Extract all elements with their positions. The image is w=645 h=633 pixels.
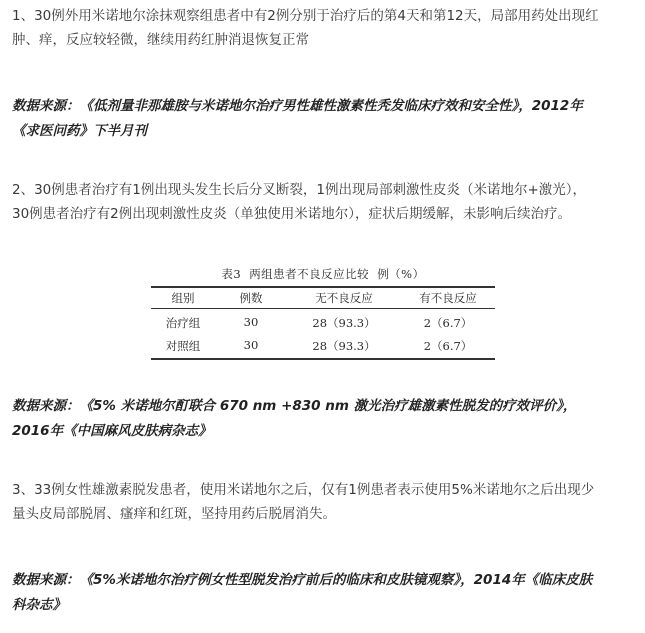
table-bottom-rule	[151, 358, 495, 360]
table-cell: 28（93.3）	[312, 316, 376, 330]
table-cell: 2（6.7）	[423, 316, 473, 330]
table-cell: 对照组	[165, 339, 201, 353]
table-mid-rule	[151, 308, 495, 309]
table-row	[151, 312, 495, 334]
table-header-cell: 有不良反应	[419, 291, 477, 305]
table-number: 表3	[221, 267, 242, 281]
table-cell: 2（6.7）	[423, 339, 473, 353]
table-cell: 30	[243, 315, 259, 329]
table-title: 两组患者不良反应比较	[249, 267, 370, 281]
table-unit: 例（%）	[377, 267, 425, 281]
source-3-label: 数据来源：	[12, 572, 80, 588]
paragraph-3	[12, 478, 632, 526]
source-1-label: 数据来源：	[12, 98, 80, 114]
source-3-line-1: 《5%米诺地尔治疗例女性型脱发治疗前后的临床和皮肤镜观察》，2014年《临床皮肤	[79, 572, 593, 588]
table-cell: 28（93.3）	[312, 339, 376, 353]
table-row	[151, 335, 495, 357]
source-1-line-2: 《求医问药》下半月刊	[12, 123, 147, 139]
table-caption	[151, 266, 495, 282]
adverse-reaction-table	[151, 262, 495, 362]
source-2-label: 数据来源：	[12, 398, 80, 414]
table-header-cell: 组别	[171, 291, 195, 305]
source-1	[12, 94, 632, 144]
paragraph-1-line-2: 肿、痒，反应较轻微，继续用药红肿消退恢复正常	[12, 32, 309, 48]
paragraph-2	[12, 178, 632, 226]
source-2-line-1: 《5% 米诺地尔酊联合 670 nm +830 nm 激光治疗雄激素性脱发的疗效评价》，	[79, 398, 577, 414]
table-header-cell: 无不良反应	[315, 291, 373, 305]
source-3-line-2: 科杂志》	[12, 597, 66, 613]
paragraph-1-line-1: 1、30例外用米诺地尔涂抹观察组患者中有2例分别于治疗后的第4天和第12天，局部用药处出现红	[12, 8, 599, 24]
table-header-cell: 例数	[239, 291, 263, 305]
table-cell: 治疗组	[165, 316, 201, 330]
paragraph-2-line-2: 30例患者治疗有2例出现刺激性皮炎（单独使用米诺地尔），症状后期缓解，未影响后续治疗。	[12, 206, 572, 222]
source-2	[12, 394, 632, 444]
source-2-line-2: 2016年《中国麻风皮肤病杂志》	[12, 423, 212, 439]
table-header-row	[151, 287, 495, 309]
source-3	[12, 568, 632, 618]
paragraph-3-line-1: 3、33例女性雄激素脱发患者，使用米诺地尔之后，仅有1例患者表示使用5%米诺地尔之后出现少	[12, 482, 595, 498]
source-1-line-1: 《低剂量非那雄胺与米诺地尔治疗男性雄性激素性秃发临床疗效和安全性》，2012年	[79, 98, 583, 114]
paragraph-3-line-2: 量头皮局部脱屑、瘙痒和红斑，坚持用药后脱屑消失。	[12, 506, 336, 522]
paragraph-1	[12, 4, 632, 52]
paragraph-2-line-1: 2、30例患者治疗有1例出现头发生长后分叉断裂，1例出现局部刺激性皮炎（米诺地尔+激光），	[12, 182, 587, 198]
table-cell: 30	[243, 338, 259, 352]
